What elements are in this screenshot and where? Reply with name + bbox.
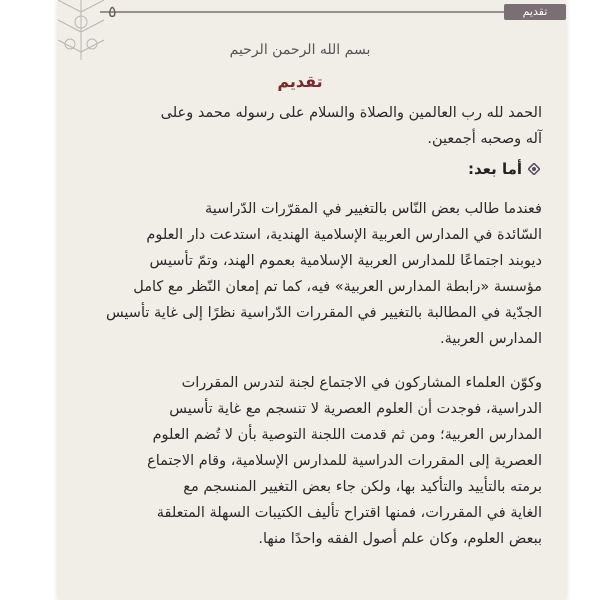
intro-line: آله وصحبه أجمعين. [427, 131, 542, 147]
paragraph-1 [72, 196, 542, 352]
ornament-bullet-icon [528, 163, 540, 175]
paragraph-line: وكوّن العلماء المشاركون في الاجتماع لجنة لتدرس المقررات [181, 375, 542, 391]
paragraph-line: ببعض العلوم، وكان علم أصول الفقه واحدًا منها. [258, 531, 542, 547]
paragraph-line: الدراسية، فوجدت أن العلوم العصرية لا تنسجم مع غاية تأسيس [169, 401, 542, 417]
paragraph-line: برمته بالتأييد والتأكيد بها، ولكن جاء بعض التغيير المنسجم مع [183, 479, 542, 495]
subheading-text: أما بعد: [467, 160, 522, 178]
paragraph-2 [72, 370, 542, 552]
paragraph-line: المدارس العربية؛ ومن ثم قدمت اللجنة التوصية بأن لا تُضم العلوم [152, 427, 542, 443]
paragraph-line: العصرية إلى المقررات الدراسية للمدارس الإسلامية، وقام الاجتماع [147, 453, 542, 469]
page-number: ٥ [108, 2, 117, 21]
page-title: تقديم [277, 72, 323, 91]
paragraph-line: الغاية في المقررات، فمنها اقتراح تأليف الكتيبات السهلة المتعلقة [156, 505, 542, 521]
paragraph-line: السّائدة في المدارس العربية الإسلامية الهندية، استدعت دار العلوم [146, 227, 542, 243]
section-tab: تقديم [504, 4, 566, 20]
corner-ornament-icon [58, 0, 104, 60]
intro-line: الحمد لله رب العالمين والصلاة والسلام على رسوله محمد وعلى [160, 105, 542, 121]
paragraph-line: المدارس العربية. [439, 331, 542, 347]
subheading [468, 160, 540, 178]
basmala: بسم الله الرحمن الرحيم [229, 42, 371, 58]
paragraph-line: مؤسسة «رابطة المدارس العربية» فيه، كما تم إمعان النّظر مع كامل [133, 279, 542, 295]
paragraph-line: ديوبند اجتماعًا للمدارس العربية الإسلامية بعموم الهند، وتمّ تأسيس [149, 253, 542, 269]
header-rule [100, 11, 510, 13]
intro-paragraph [72, 100, 542, 152]
paragraph-line: فعندما طالب بعض النّاس بالتغيير في المقرّرات الدّراسية [205, 201, 542, 217]
paragraph-line: الجدّية في المطالبة بالتغيير في المقررات الدّراسية نظرًا إلى غاية تأسيس [105, 305, 542, 321]
